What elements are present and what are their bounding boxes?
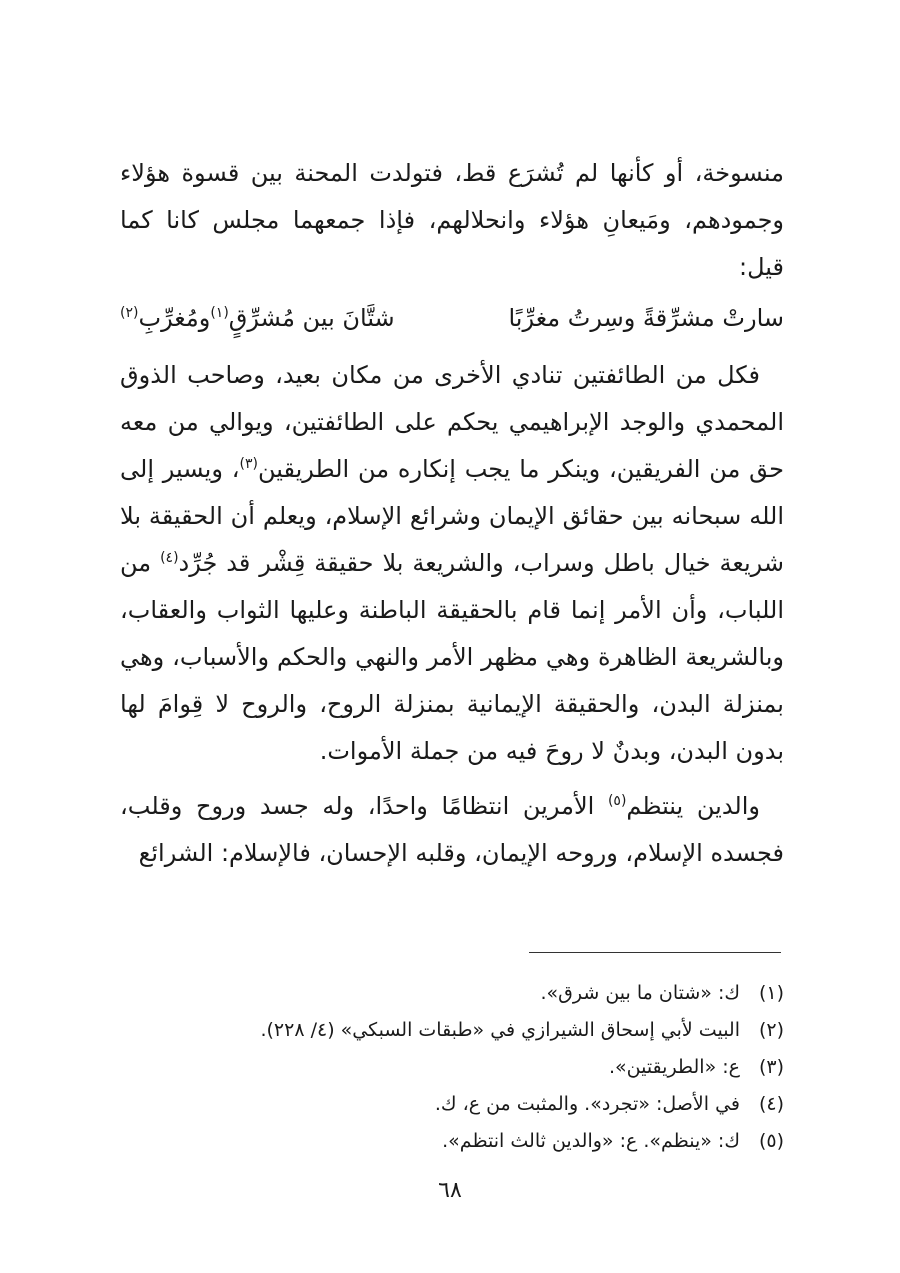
footnote-marker-4: (٤) xyxy=(160,550,179,566)
footnote-5: (٥) ك: «ينظم». ع: «والدين ثالث انتظم». xyxy=(442,1130,784,1152)
paragraph-2: فكل من الطائفتين تنادي الأخرى من مكان بعيد، وصاحب الذوق المحمدي والوجد الإبراهيمي يحكم على الطائفتين، ويوالي من معه حق من الفريقين، وينكر ما يجب إنكاره من الطريقين$^{(٣)}$، ويسير إلى الله سبحانه بين حقائق الإيمان وشرائع الإسلام، ويعلم أن الحقيقة بلا شريعة خيال باطل وسراب، والشريعة بلا حقيقة قِشْر قد جُرِّد$^{(٤)}$ من اللباب، وأن الأمر إنما قام بالحقيقة الباطنة وعليها الثواب والعقاب، وبالشريعة الظاهرة وهي مظهر الأمر والنهي والحكم والأسباب، وهي بمنزلة البدن، والحقيقة الإيمانية بمنزلة الروح، والروح لا قِوامَ لها بدون البدن، وبدنٌ لا روحَ فيه من جملة الأموات. xyxy=(120,361,784,765)
footnote-marker-3: (٣) xyxy=(239,456,258,472)
footnote-3: (٣) ع: «الطريقتين». xyxy=(608,1056,784,1078)
paragraph-3: والدين ينتظم$^{(٥)}$ الأمرين انتظامًا واحدًا، وله جسد وروح وقلب، فجسده الإسلام، وروحه الإيمان، وقلبه الإحسان، فالإسلام: الشرائع xyxy=(120,792,784,867)
footnote-marker-5: (٥) xyxy=(607,793,627,809)
paragraph-1 xyxy=(120,150,784,291)
verse-hemistich-second: شتَّانَ بين مُشرِّقٍ$^{(١)}$ومُغرِّبِ$^{(٢)}$ xyxy=(120,304,395,332)
footnote-separator xyxy=(529,952,781,953)
verse-hemistich-first: سارتْ مشرِّقةً وسِرتُ مغرِّبًا xyxy=(508,304,784,332)
footnote-1: (١) ك: «شتان ما بين شرق». xyxy=(540,982,784,1004)
paragraph-1-text: منسوخة، أو كأنها لم تُشرَع قط، فتولدت المحنة بين قسوة هؤلاء وجمودهم، ومَيعانِ هؤلاء وانحلالهم، فإذا جمعهما مجلس كانا كما قيل: xyxy=(120,159,784,281)
footnote-2: (٢) البيت لأبي إسحاق الشيرازي في «طبقات السبكي» (٤/ ٢٢٨). xyxy=(260,1019,784,1041)
footnote-marker-1: (١) xyxy=(210,305,229,321)
page-number: ٦٨ xyxy=(438,1178,462,1203)
poetry-verse xyxy=(120,295,784,342)
footnote-marker-2: (٢) xyxy=(120,305,139,321)
main-text xyxy=(120,150,784,877)
footnotes xyxy=(120,975,784,1160)
footnote-4: (٤) في الأصل: «تجرد». والمثبت من ع، ك. xyxy=(434,1093,784,1115)
